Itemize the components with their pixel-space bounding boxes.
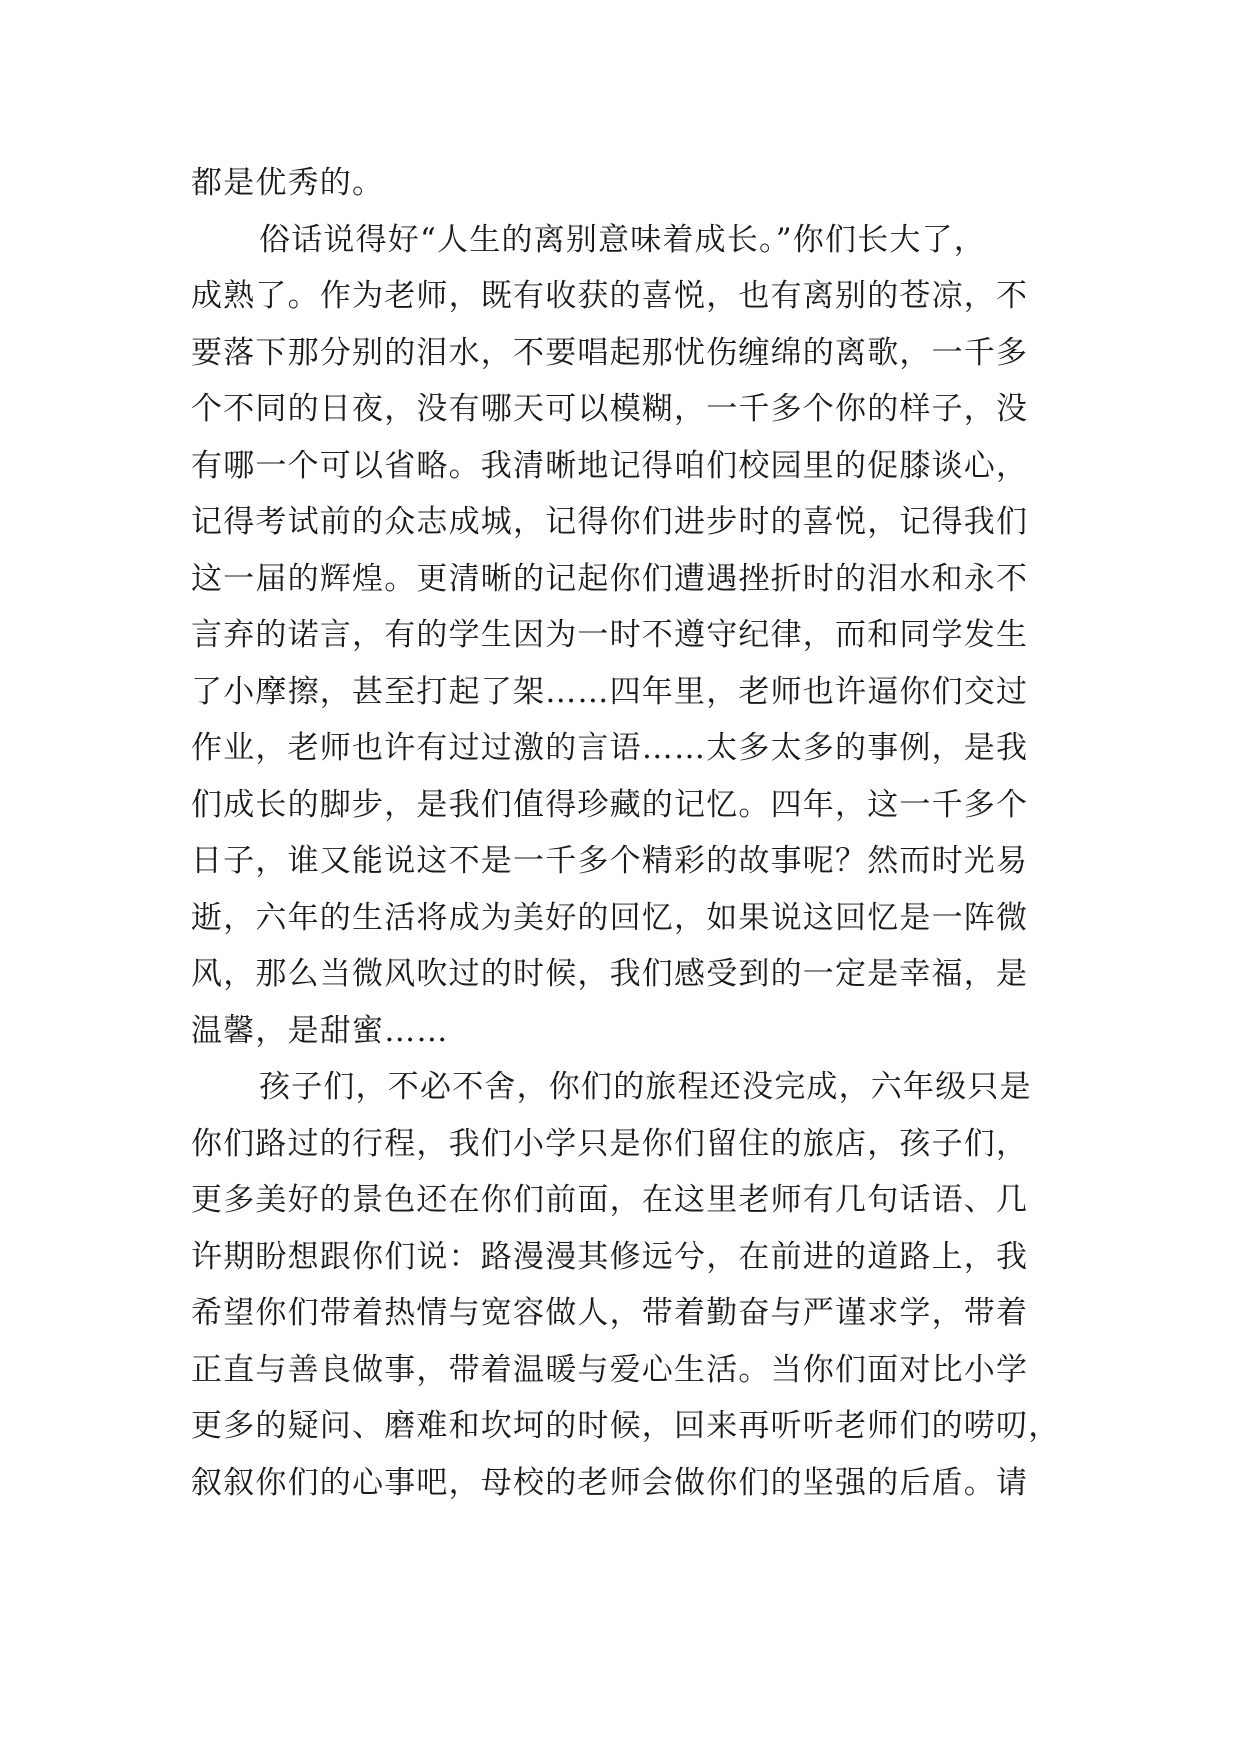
text-line: 都是优秀的。 (191, 165, 385, 201)
paragraph-first-line: 俗话说得好“人生的离别意味着成长。”你们长大了， (259, 221, 986, 258)
text-line: 更多美好的景色还在你们前面，在这里老师有几句话语、几 (191, 1182, 1029, 1218)
text-line: 日子，谁又能说这不是一千多个精彩的故事呢？然而时光易 (191, 843, 1029, 879)
text-line: 风，那么当微风吹过的时候，我们感受到的一定是幸福，是 (191, 956, 1029, 992)
text-line: 要落下那分别的泪水，不要唱起那忧伤缠绵的离歌，一千多 (191, 334, 1029, 371)
text-line: 更多的疑问、磨难和坎坷的时候，回来再听听老师们的唠叨， (191, 1408, 1061, 1444)
text-line: 成熟了。作为老师，既有收获的喜悦，也有离别的苍凉，不 (191, 278, 1029, 314)
text-line: 了小摩擦，甚至打起了架……四年里，老师也许逼你们交过 (191, 673, 1029, 710)
text-line: 这一届的辉煌。更清晰的记起你们遭遇挫折时的泪水和永不 (191, 560, 1029, 597)
text-line: 温馨，是甜蜜…… (191, 1012, 449, 1049)
body-text (191, 155, 1061, 1511)
text-line: 作业，老师也许有过过激的言语……太多太多的事例，是我 (191, 730, 1029, 766)
text-line: 言弃的诺言，有的学生因为一时不遵守纪律，而和同学发生 (191, 617, 1029, 653)
text-line: 正直与善良做事，带着温暖与爱心生活。当你们面对比小学 (191, 1351, 1029, 1388)
text-line: 记得考试前的众志成城，记得你们进步时的喜悦，记得我们 (191, 504, 1029, 540)
text-line: 许期盼想跟你们说：路漫漫其修远兮，在前进的道路上，我 (191, 1238, 1029, 1275)
text-line: 叙叙你们的心事吧，母校的老师会做你们的坚强的后盾。请 (191, 1464, 1029, 1501)
text-line: 有哪一个可以省略。我清晰地记得咱们校园里的促膝谈心， (191, 447, 1029, 484)
text-line: 个不同的日夜，没有哪天可以模糊，一千多个你的样子，没 (191, 391, 1029, 427)
text-line: 们成长的脚步，是我们值得珍藏的记忆。四年，这一千多个 (191, 786, 1029, 823)
paragraph-first-line: 孩子们，不必不舍，你们的旅程还没完成，六年级只是 (259, 1069, 1032, 1105)
text-line: 你们路过的行程，我们小学只是你们留住的旅店，孩子们， (191, 1125, 1029, 1162)
text-line: 希望你们带着热情与宽容做人，带着勤奋与严谨求学，带着 (191, 1295, 1029, 1331)
text-line: 逝，六年的生活将成为美好的回忆，如果说这回忆是一阵微 (191, 899, 1029, 936)
